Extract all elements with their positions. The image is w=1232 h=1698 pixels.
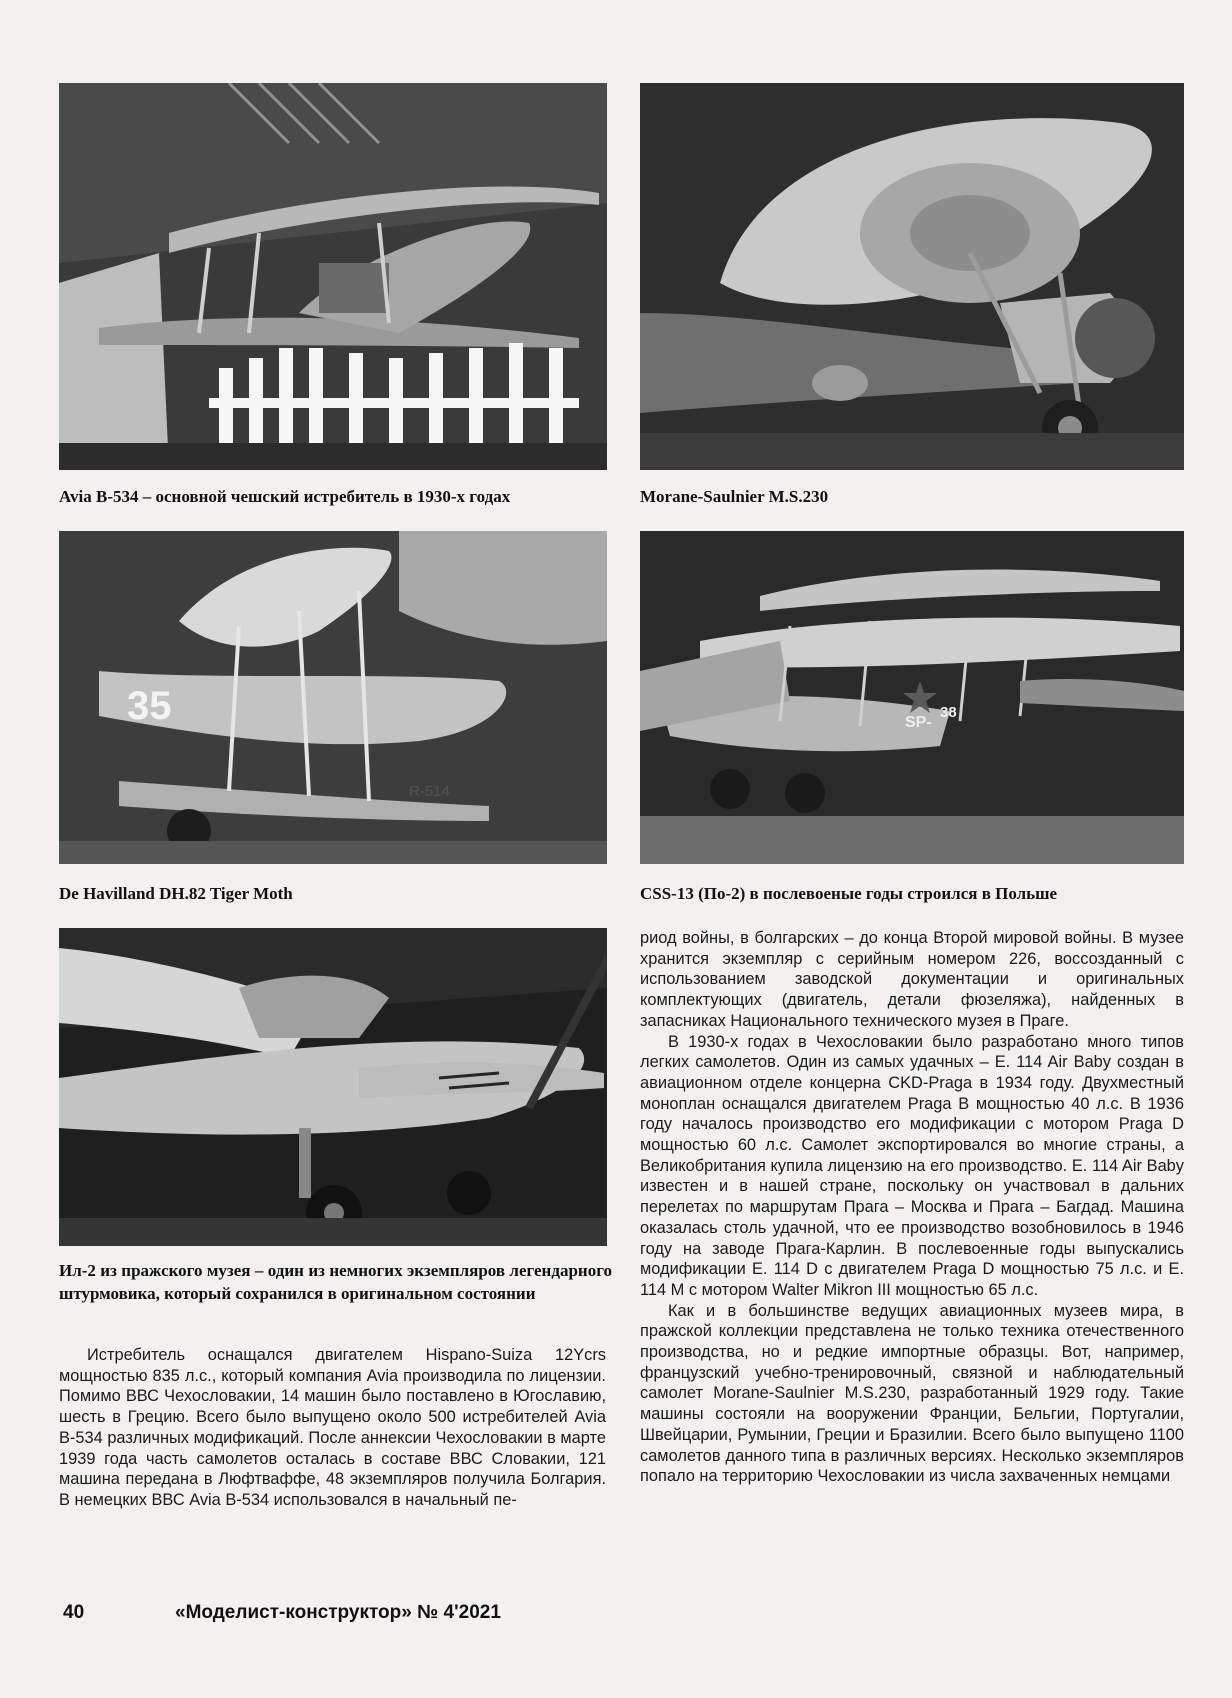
page-number: 40 — [63, 1602, 85, 1623]
tiger-moth-marking: 35 — [127, 684, 172, 728]
article-paragraph: Истребитель оснащался двигателем Hispano-Suiza 12Ycrs мощностью 835 л.с., который компания Avia производила по лицензии. Помимо ВВС Чехословакии, 14 машин было поставлено в Югославию, шесть в Грецию. Всего было выпущено около 500 истребителей Avia B-534 различных модификаций. После аннексии Чехословакии в марте 1939 года часть самолетов осталась в составе ВВС Словакии, 121 машина передана в Люфтваффе, 48 экземпляров получила Болгария. В немецких ВВС Avia B-534 использовался в начальный пе- — [59, 1346, 606, 1509]
photo-il-2 — [59, 928, 607, 1246]
article-paragraph: В 1930-х годах в Чехословакии было разработано много типов легких самолетов. Один из самых удачных – E. 114 Air Baby создан в авиационном отделе концерна CKD-Praga в 1934 году. Двухместный моноплан оснащался двигателем Praga B мощностью 40 л.с. В 1936 году началось производство его модификации с мотором Praga D мощностью 60 л.с. Самолет экспортировался во многие страны, а Великобритания купила лицензию на его производство. E. 114 Air Baby известен и в нашей стране, поскольку он участвовал в дальних перелетах по маршрутам Прага – Москва и Прага – Багдад. Машина оказалась столь удачной, что ее производство возобновилось в 1946 году на заводе Прага-Карлин. В послевоенные годы выпускались модификации E. 114 D с двигателем Praga D мощностью 75 л.с. и E. 114 M с мотором Walter Mikron III мощностью 65 л.с. — [640, 1032, 1184, 1299]
article-paragraph: Как и в большинстве ведущих авиационных музеев мира, в пражской коллекции представлена не только техника отечественного производства, но и редкие импортные образцы. Вот, например, французский учебно-тренировочный, связной и наблюдательный самолет Morane-Saulnier M.S.230, разработанный 1929 году. Такие машины состояли на вооружении Франции, Бельгии, Португалии, Швейцарии, Румынии, Греции и Бразилии. Всего было выпущено 1100 самолетов данного типа в различных версиях. Несколько экземпляров попало на территорию Чехословакии из числа захваченных немцами — [640, 1301, 1184, 1486]
css13-reg-code: SP- — [905, 714, 932, 731]
article-paragraph: риод войны, в болгарских – до конца Второй мировой войны. В музее хранится экземпляр с серийным номером 226, воссозданный с использованием заводской документации и оригинальных комплектующих (двигатель, детали фюзеляжа), найденных в запасниках Национального технического музея в Праге. — [640, 929, 1184, 1030]
photo-tiger-moth — [59, 531, 607, 864]
photo-caption: CSS-13 (По-2) в послевоеные годы строился в Польше — [640, 884, 1058, 903]
tiger-moth-tail-code: R-514 — [409, 783, 450, 800]
photo-caption: Ил-2 из пражского музея – один из немногих экземпляров легендарного штурмовика, который сохранился в оригинальном состоянии — [59, 1261, 612, 1303]
photo-caption: Morane-Saulnier M.S.230 — [640, 487, 829, 506]
photo-caption: Avia B-534 – основной чешский истребитель в 1930-х годах — [59, 487, 511, 506]
photo-avia-b534 — [59, 83, 607, 470]
css13-marking: 38 — [940, 704, 957, 721]
article-right-column — [640, 928, 1184, 1487]
photo-morane-saulnier — [640, 83, 1184, 470]
photo-css-13 — [640, 531, 1184, 864]
magazine-title: «Моделист-конструктор» № 4'2021 — [175, 1602, 501, 1623]
photo-caption: De Havilland DH.82 Tiger Moth — [59, 884, 293, 903]
article-left-column — [59, 1345, 606, 1511]
